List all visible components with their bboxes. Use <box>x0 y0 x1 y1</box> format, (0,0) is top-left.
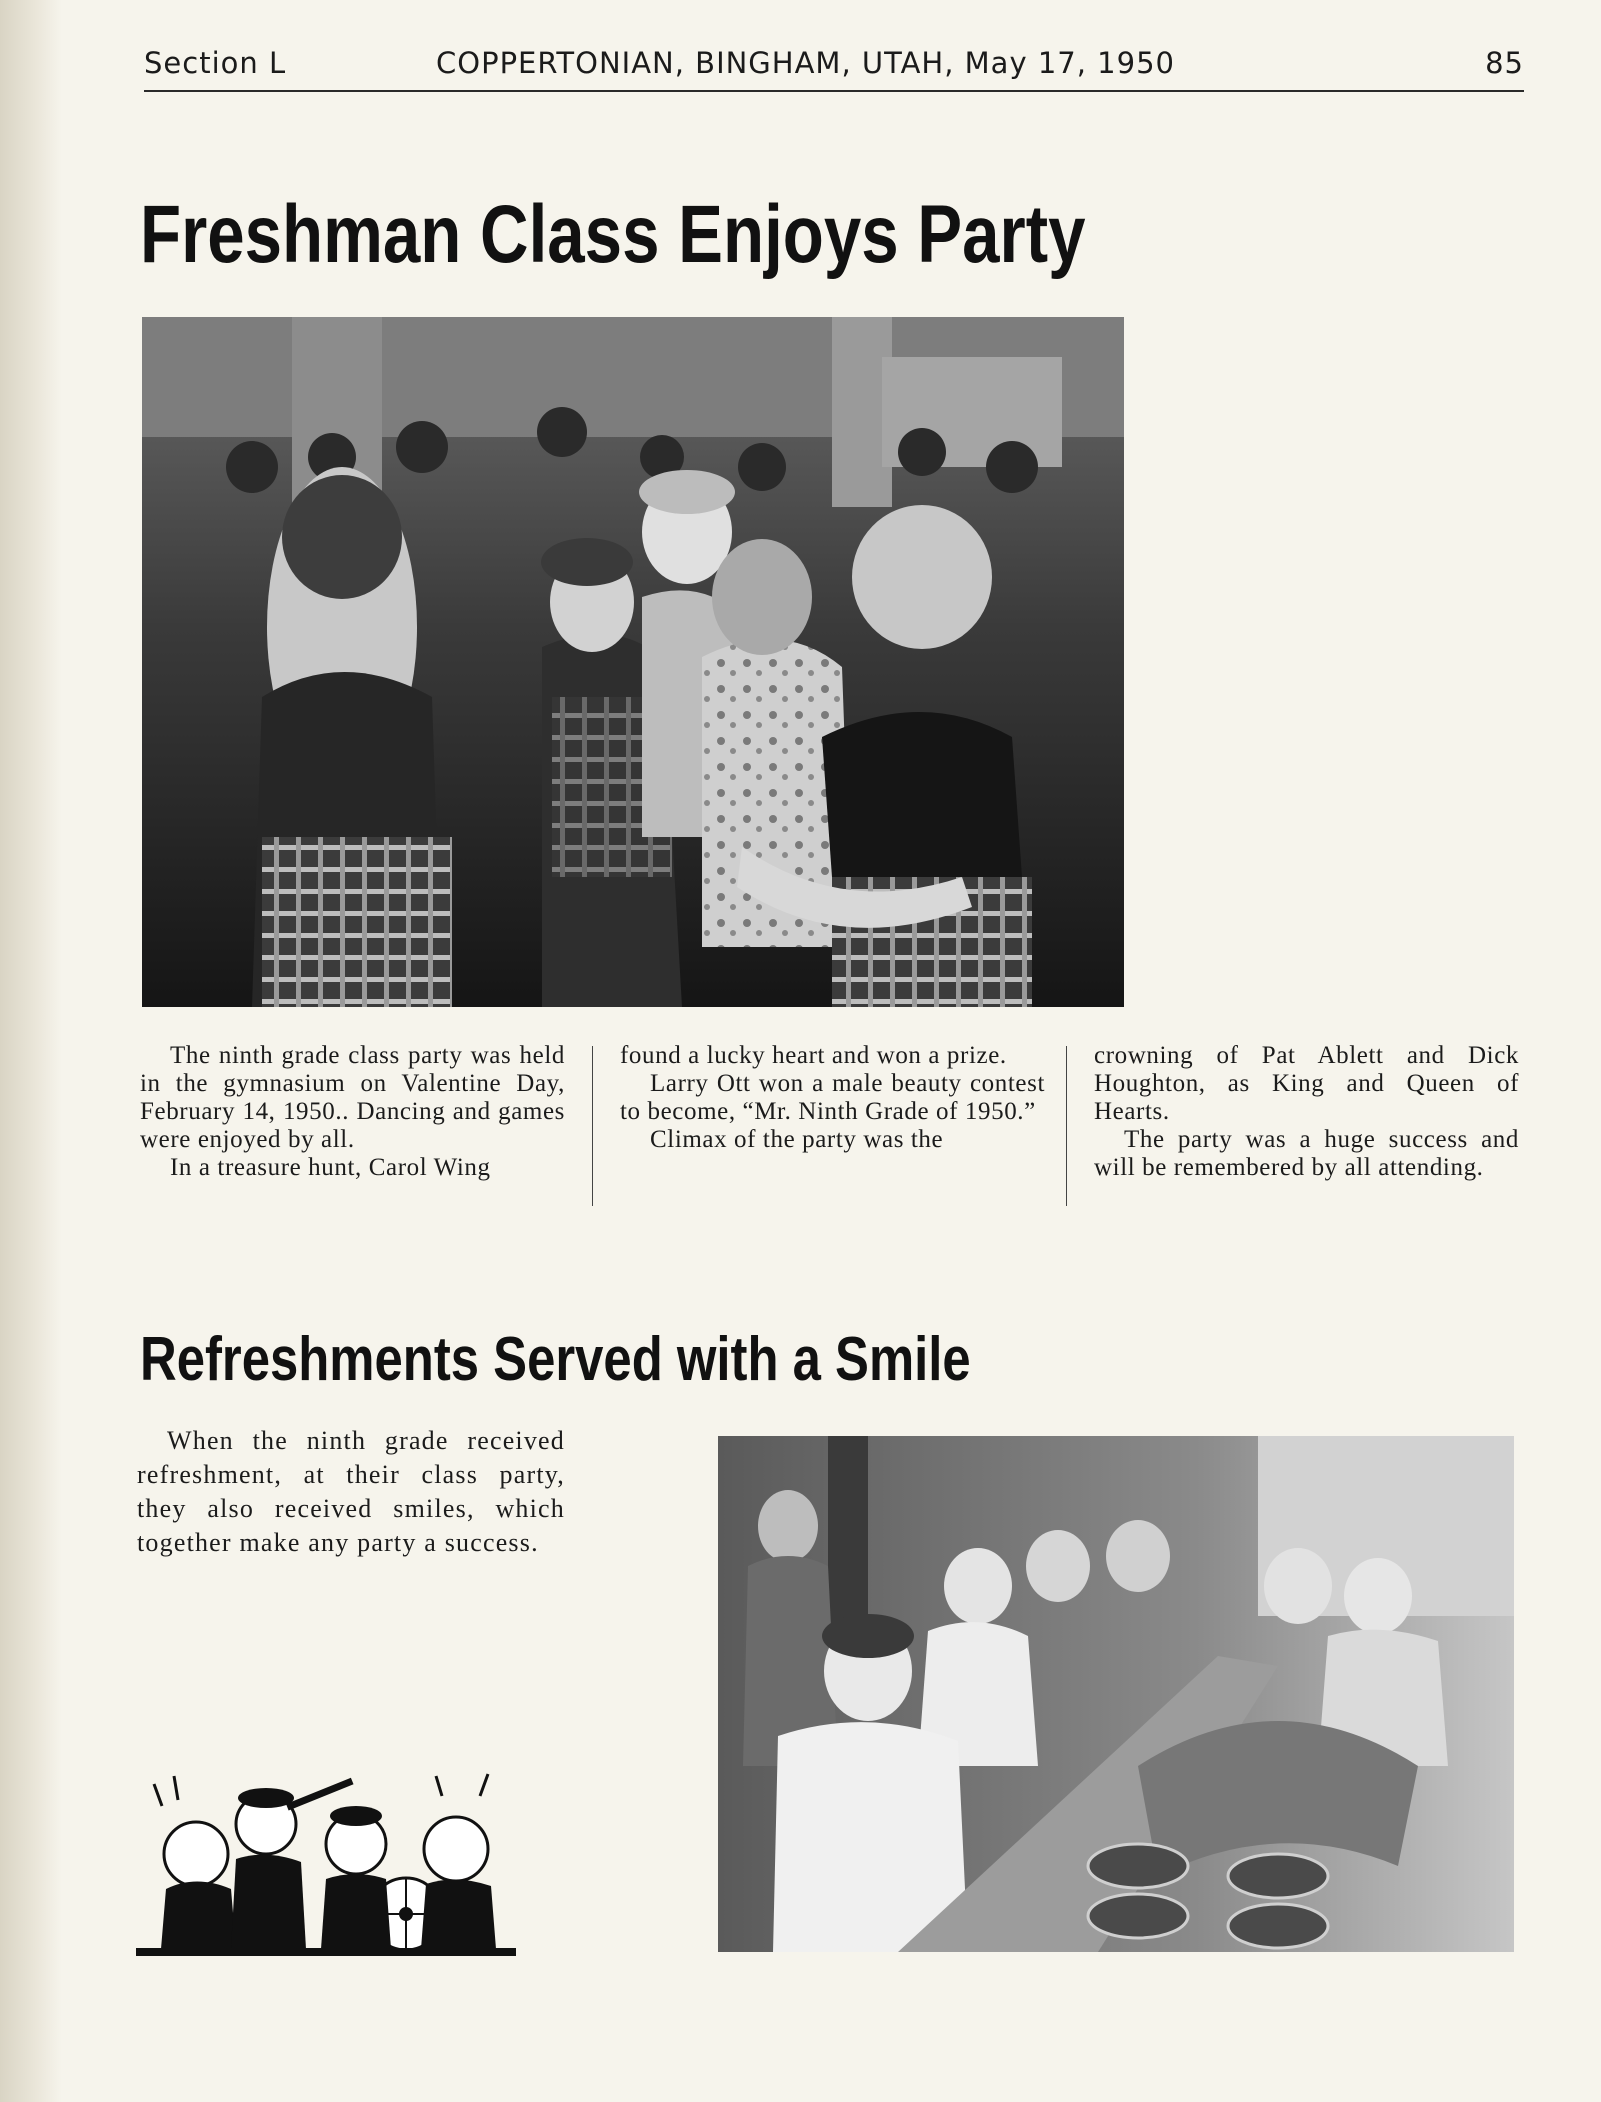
refreshments-photo <box>718 1436 1514 1952</box>
article-1-column-2 <box>620 1042 1045 1154</box>
page-binding-edge <box>0 0 62 2102</box>
article-1-column-3 <box>1094 1042 1519 1182</box>
column-divider <box>1066 1046 1067 1206</box>
page-header <box>144 44 1524 92</box>
paragraph: crowning of Pat Ablett and Dick Houghton, as King and Queen of Hearts. <box>1094 1042 1519 1125</box>
publication-line: COPPERTONIAN, BINGHAM, UTAH, May 17, 1950 <box>436 46 1175 80</box>
article-1-headline: Freshman Class Enjoys Party <box>140 189 1086 280</box>
article-1-column-1 <box>140 1042 565 1182</box>
cartoon-base-rule <box>136 1948 516 1956</box>
paragraph: When the ninth grade received refreshment, at their class party, they also received smiles, which together make any party a success. <box>137 1426 565 1557</box>
dance-photo <box>142 317 1124 1007</box>
article-2-body <box>137 1424 565 1560</box>
column-divider <box>592 1046 593 1206</box>
paragraph: In a treasure hunt, Carol Wing <box>170 1154 491 1181</box>
paragraph: found a lucky heart and won a prize. <box>620 1042 1007 1069</box>
paragraph: The party was a huge success and will be remembered by all attending. <box>1094 1126 1519 1181</box>
section-label: Section L <box>144 46 287 80</box>
band-cartoon-illustration <box>136 1754 516 1954</box>
page-number: 85 <box>1485 46 1524 80</box>
article-2-headline: Refreshments Served with a Smile <box>140 1325 971 1394</box>
paragraph: Climax of the party was the <box>650 1126 944 1153</box>
paragraph: The ninth grade class party was held in the gymnasium on Valentine Day, February 14, 1950.. Dancing and games were enjoyed by all. <box>140 1042 565 1153</box>
paragraph: Larry Ott won a male beauty contest to become, “Mr. Ninth Grade of 1950.” <box>620 1070 1045 1125</box>
